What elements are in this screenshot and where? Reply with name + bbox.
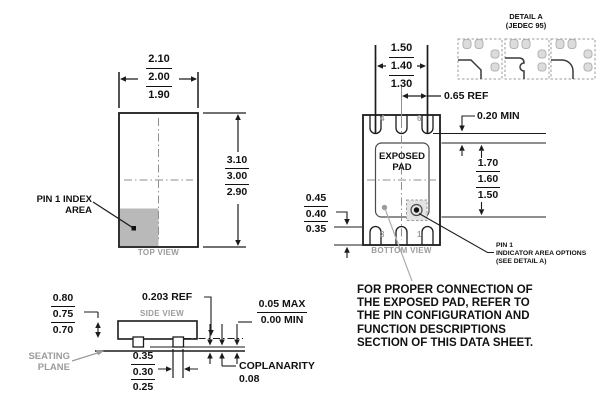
- lead-frame-thickness-dimension: 0.203 REF: [142, 291, 193, 303]
- dim-value-min: 2.90: [226, 186, 248, 198]
- side-view-height-dimension: [44, 291, 82, 338]
- dim-value-max: 1.70: [476, 156, 500, 172]
- dim-value-nom: 0.75: [51, 307, 75, 323]
- dim-value-min: 1.30: [390, 78, 413, 90]
- dim-value-nom: 0.40: [304, 207, 328, 223]
- coplanarity-dimension: COPLANARITY 0.08: [239, 360, 315, 385]
- dim-value-min: 0.35: [305, 223, 327, 235]
- pad-length-dimension: [467, 156, 509, 203]
- dim-value-max: 0.45: [304, 191, 328, 207]
- exposed-pad-reference-dot: [382, 205, 387, 210]
- dim-value-nom: 2.00: [146, 69, 171, 87]
- dim-value-nom: 1.40: [389, 58, 414, 76]
- bottom-view-label: BOTTOM VIEW: [371, 246, 432, 255]
- top-view-label: TOP VIEW: [137, 248, 180, 257]
- lead-length-dimension: [298, 191, 334, 237]
- terminal-width-dimension: [122, 349, 164, 395]
- pitch-dimension: 0.65 REF: [444, 90, 489, 102]
- detail-a-drawing: [458, 39, 595, 79]
- pin1-index-area-label: PIN 1 INDEX AREA: [36, 194, 92, 216]
- dim-value-min: 0.00 MIN: [260, 314, 304, 326]
- seating-plane-label: SEATING PLANE: [28, 351, 70, 373]
- dim-value-nom: 0.30: [131, 365, 155, 381]
- dim-value-nom: 3.00: [225, 169, 249, 185]
- dim-value-nom: 1.60: [476, 172, 500, 188]
- dim-value-max: 3.10: [225, 153, 249, 169]
- pin-number-3: 3: [380, 230, 385, 239]
- dim-value-max: 0.35: [131, 349, 155, 365]
- dim-value-min: 0.70: [52, 324, 74, 336]
- dim-value-min: 0.25: [132, 381, 154, 393]
- exposed-pad-label: EXPOSED PAD: [379, 151, 425, 173]
- top-view-height-dimension: [216, 153, 258, 200]
- pin-number-4: 4: [380, 114, 385, 123]
- standoff-dimension: [252, 297, 312, 328]
- pad-clearance-dimension: 0.20 MIN: [477, 110, 520, 122]
- dim-value-max: 1.50: [389, 40, 414, 58]
- top-view-width-dimension: [137, 51, 181, 104]
- side-view-label: SIDE VIEW: [139, 309, 185, 318]
- dim-value-max: 2.10: [146, 51, 171, 69]
- exposed-pad-note: FOR PROPER CONNECTION OF THE EXPOSED PAD, REFER TO THE PIN CONFIGURATION AND FUNCTION DESCRIPTIONS SECTION OF THIS DATA SHEET.: [357, 284, 534, 349]
- dim-value-min: 1.50: [477, 189, 499, 201]
- lead-span-dimension: [379, 40, 424, 93]
- pin1-index-area-shading: [120, 209, 159, 247]
- pin-number-6: 6: [417, 114, 422, 123]
- dim-value-max: 0.05 MAX: [257, 297, 308, 313]
- dim-value-min: 1.90: [148, 89, 170, 101]
- pin-number-1: 1: [417, 230, 422, 239]
- pin1-indicator-note: PIN 1 INDICATOR AREA OPTIONS (SEE DETAIL A): [496, 242, 587, 265]
- dim-value-max: 0.80: [51, 291, 75, 307]
- detail-a-title: DETAIL A (JEDEC 95): [505, 12, 547, 30]
